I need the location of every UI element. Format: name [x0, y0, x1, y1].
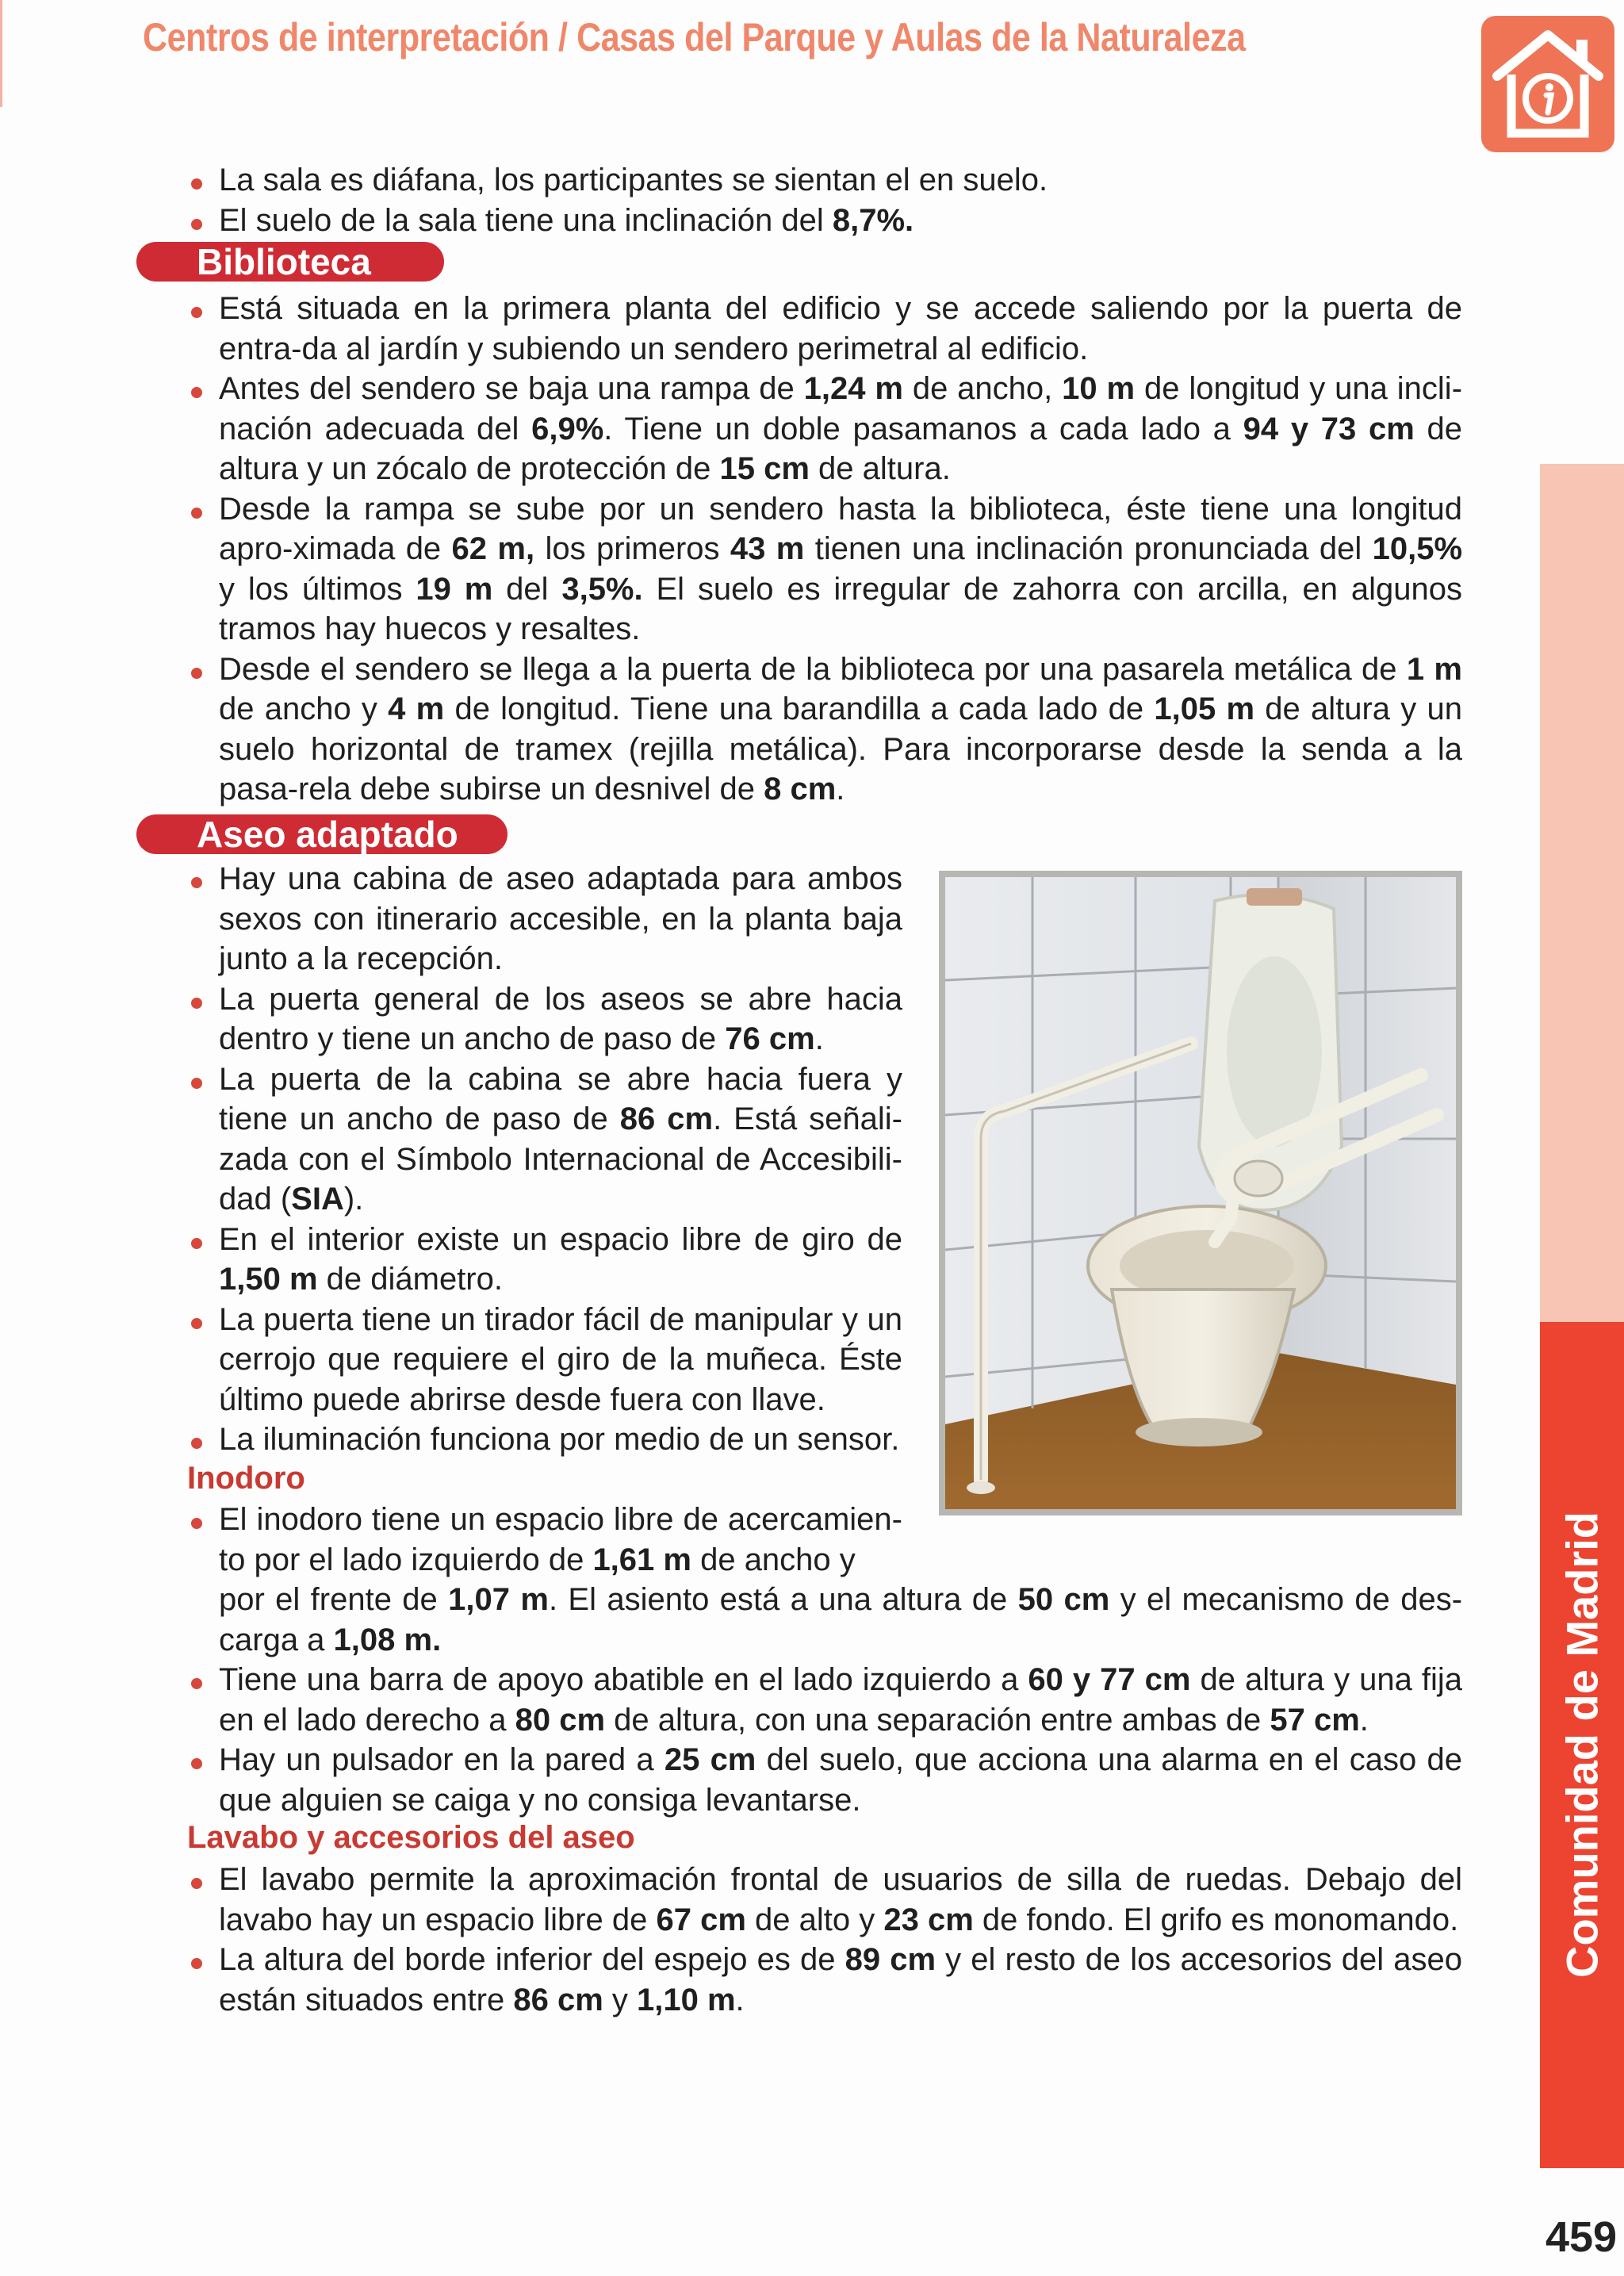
subheading-lavabo: Lavabo y accesorios del aseo	[187, 1820, 635, 1855]
bold-value: 57 cm	[1270, 1702, 1360, 1738]
bold-value: 15 cm	[719, 451, 810, 486]
text-run: del suelo, que acciona una alarma en el caso de que alguien se caiga y no consiga levantarse.	[219, 1742, 1463, 1818]
text-run: de altura y una fija en el lado derecho a	[219, 1662, 1462, 1738]
bold-value: 1,08 m.	[333, 1622, 442, 1657]
text-run: .	[735, 1982, 745, 2017]
text-run: del	[492, 571, 562, 607]
list-item	[189, 489, 1462, 649]
bold-value: 10 m	[1062, 371, 1136, 406]
bold-value: 4 m	[388, 692, 445, 726]
list-item	[189, 1220, 902, 1300]
text-run: En el interior existe un espacio libre de giro de	[219, 1221, 902, 1257]
text-run: de ancho y	[219, 692, 389, 726]
bold-value: 80 cm	[515, 1702, 606, 1738]
text-run: Antes del sendero se baja una rampa de	[219, 371, 804, 406]
subheading-inodoro: Inodoro	[187, 1461, 305, 1496]
bold-value: 1,50 m	[219, 1262, 318, 1297]
text-run: .	[814, 1021, 824, 1056]
page-number: 459	[1545, 2213, 1618, 2261]
bold-value: 50 cm	[1017, 1582, 1110, 1617]
list-item	[189, 1860, 1462, 1940]
text-run: de ancho y	[691, 1542, 856, 1577]
text-run: El suelo es irregular de zahorra con arcilla, en algunos tramos hay huecos y resaltes.	[219, 571, 1463, 646]
text-run: La puerta de la cabina se abre hacia fuera y tiene un ancho de paso de	[219, 1061, 902, 1136]
lavabo-list	[189, 1860, 1462, 2020]
text-run: los primeros	[534, 531, 730, 566]
text-run: Está situada en la primera planta del edificio y se accede saliendo por la puerta de entra-da al jardín y subiendo un sendero perimetral al edificio.	[219, 291, 1462, 366]
list-item	[189, 979, 902, 1059]
toilet-photo	[939, 871, 1462, 1515]
text-run: y	[603, 1982, 638, 2017]
bold-value: 8,7%.	[832, 202, 914, 238]
text-run: . Tiene un doble pasamanos a cada lado a	[603, 411, 1243, 446]
page-edge-mark	[0, 0, 2, 107]
bold-value: 25 cm	[664, 1742, 756, 1777]
text-run: Hay una cabina de aseo adaptada para ambos sexos con itinerario accesible, en la planta baja junto a la recepción.	[219, 861, 902, 976]
text-run: La puerta tiene un tirador fácil de manipular y un cerrojo que requiere el giro de la muñeca. Éste último puede abrirse desde fuera con llave.	[219, 1301, 902, 1417]
inodoro-list	[189, 1500, 902, 1580]
list-item	[189, 160, 1457, 201]
list-item	[189, 289, 1462, 369]
section-heading-biblioteca: Biblioteca	[136, 242, 444, 282]
bold-value: 89 cm	[845, 1942, 936, 1977]
bold-value: 1,61 m	[592, 1542, 691, 1577]
text-run: tienen una inclinación pronunciada del	[804, 531, 1373, 566]
house-info-icon	[1480, 14, 1616, 154]
text-run: y el mecanismo de des-carga a	[219, 1582, 1463, 1657]
bold-value: 1,07 m	[448, 1582, 549, 1617]
bold-value: 86 cm	[619, 1102, 714, 1136]
inodoro-continuation	[219, 1580, 1462, 1660]
bold-value: 3,5%.	[561, 571, 643, 607]
text-run: .	[836, 772, 845, 807]
text-run: por el frente de	[219, 1582, 449, 1617]
text-run: Desde la rampa se sube por un sendero hasta la biblioteca, éste tiene una longitud apro-ximada de	[219, 491, 1462, 566]
list-item	[189, 649, 1462, 810]
bold-value: 60 y 77 cm	[1028, 1662, 1191, 1697]
text-run: Desde el sendero se llega a la puerta de la biblioteca por una pasarela metálica de	[219, 651, 1407, 687]
bold-value: 43 m	[730, 531, 805, 566]
section-heading-aseo: Aseo adaptado	[136, 814, 508, 854]
bold-value: 8 cm	[764, 772, 837, 807]
text-run: de altura y un zócalo de protección de	[219, 411, 1463, 486]
text-run: de longitud. Tiene una barandilla a cada lado de	[444, 692, 1155, 726]
bold-value: 67 cm	[656, 1902, 746, 1937]
text-run: de ancho,	[902, 371, 1063, 406]
text-run: de longitud y una incli-nación adecuada del	[219, 371, 1463, 446]
biblioteca-list	[189, 289, 1462, 810]
text-run: Hay un pulsador en la pared a	[219, 1742, 665, 1777]
bold-value: 62 m,	[451, 531, 535, 566]
text-run: La altura del borde inferior del espejo es de	[219, 1942, 845, 1977]
bold-value: 86 cm	[513, 1982, 603, 2017]
list-item	[189, 1059, 902, 1220]
bold-value: 76 cm	[725, 1021, 815, 1056]
list-item	[189, 1300, 902, 1420]
text-run: ).	[343, 1182, 364, 1217]
region-label: Comunidad de Madrid	[1557, 1512, 1607, 1978]
bold-value: 1,10 m	[637, 1982, 736, 2017]
text-run: de alto y	[745, 1902, 884, 1937]
list-item	[189, 859, 902, 979]
bold-value: 1 m	[1406, 651, 1462, 687]
text-run: de fondo. El grifo es monomando.	[973, 1902, 1459, 1937]
list-item	[189, 1420, 902, 1460]
bold-value: SIA	[291, 1182, 344, 1217]
list-item	[189, 1500, 902, 1580]
text-run: de diámetro.	[317, 1262, 503, 1297]
text-run: El inodoro tiene un espacio libre de acercamien-to por el lado izquierdo de	[219, 1502, 902, 1577]
list-item	[189, 1940, 1462, 2020]
text-run: y el resto de los accesorios del aseo están situados entre	[219, 1942, 1462, 2017]
page-header-title: Centros de interpretación / Casas del Parque y Aulas de la Naturaleza	[143, 15, 1246, 59]
aseo-list	[189, 859, 902, 1460]
list-item	[189, 201, 1457, 241]
text-run: La sala es diáfana, los participantes se sientan el en suelo.	[219, 163, 1048, 197]
text-run: . Está señali-zada con el Símbolo Internacional de Accesibili-dad (	[219, 1102, 902, 1217]
intro-list	[189, 160, 1457, 240]
bold-value: 23 cm	[883, 1902, 974, 1937]
bold-value: 94 y 73 cm	[1243, 411, 1415, 446]
text-run: El suelo de la sala tiene una inclinación del	[219, 202, 833, 238]
text-run: Tiene una barra de apoyo abatible en el lado izquierdo a	[219, 1662, 1028, 1697]
text-run: El lavabo permite la aproximación frontal de usuarios de silla de ruedas. Debajo del lavabo hay un espacio libre de	[219, 1862, 1462, 1937]
bold-value: 10,5%	[1372, 531, 1463, 566]
list-item	[189, 1740, 1462, 1820]
text-run: de altura.	[809, 451, 951, 486]
side-tab-top	[1540, 464, 1624, 1322]
text-run: La puerta general de los aseos se abre hacia dentro y tiene un ancho de paso de	[219, 981, 902, 1056]
bold-value: 1,05 m	[1154, 692, 1255, 726]
text-run: La iluminación funciona por medio de un sensor.	[219, 1422, 900, 1457]
bold-value: 1,24 m	[803, 371, 903, 406]
text-run: de altura y un suelo horizontal de tramex (rejilla metálica). Para incorporarse desde la senda a la pasa-rela debe subirse un desnivel de	[219, 692, 1462, 807]
text-run: y los últimos	[219, 571, 416, 607]
bold-value: 19 m	[416, 571, 493, 607]
bold-value: 6,9%	[531, 411, 604, 446]
text-run: .	[1359, 1702, 1369, 1738]
inodoro-list-more	[189, 1660, 1462, 1820]
text-run: . El asiento está a una altura de	[548, 1582, 1018, 1617]
list-item	[189, 369, 1462, 489]
list-item	[189, 1660, 1462, 1740]
text-run: de altura, con una separación entre ambas de	[605, 1702, 1270, 1738]
